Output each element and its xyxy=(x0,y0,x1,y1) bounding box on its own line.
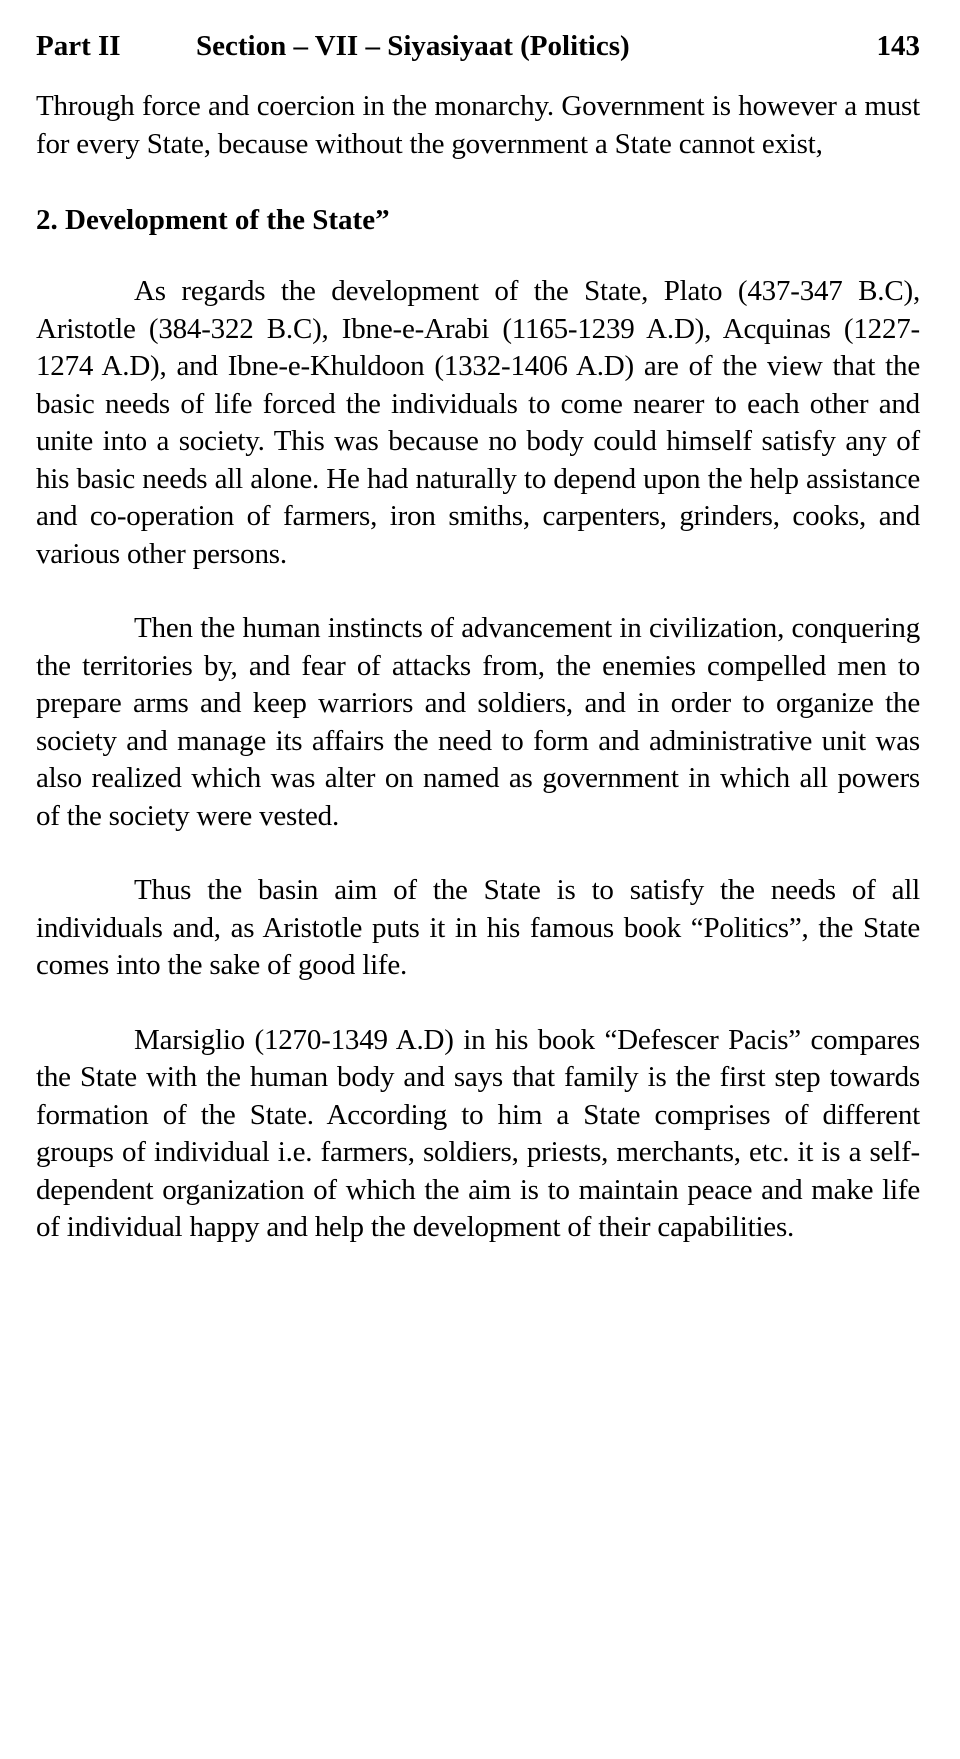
running-header xyxy=(36,26,920,66)
paragraph-marsiglio: Marsiglio (1270-1349 A.D) in his book “Defescer Pacis” compares the State with the human body and says that family is the first step towards formation of the State. According to him a State comprises of different groups of individual i.e. farmers, soldiers, priests, merchants, etc. it is a self-dependent organization of which the aim is to maintain peace and make life of individual happy and help the development of their capabilities. xyxy=(36,1023,920,1243)
paragraph-human-instincts: Then the human instincts of advancement in civilization, conquering the territories by, and fear of attacks from, the enemies compelled men to prepare arms and keep warriors and soldiers, and in order to organize the society and manage its affairs the need to form and administrative unit was also realized which was alter on named as government in which all powers of the society were vested. xyxy=(36,612,920,832)
section-title: Section – VII – Siyasiyaat (Politics) xyxy=(196,30,630,62)
section-heading: 2. Development of the State” xyxy=(36,204,390,236)
paragraph-development: As regards the development of the State, Plato (437-347 B.C), Aristotle (384-322 B.C), Ibne-e-Arabi (1165-1239 A.D), Acquinas (1227-1274 A.D), and Ibne-e-Khuldoon (1332-1406 A.D) are of the view that the basic needs of life forced the individuals to come nearer to each other and unite into a society. This was because no body could himself satisfy any of his basic needs all alone. He had naturally to depend upon the help assistance and co-operation of farmers, iron smiths, carpenters, grinders, cooks, and various other persons. xyxy=(36,275,920,570)
document-page xyxy=(36,26,920,1247)
page-number: 143 xyxy=(876,30,920,62)
paragraph-basic-aim: Thus the basin aim of the State is to satisfy the needs of all individuals and, as Aristotle puts it in his famous book “Politics”, the State comes into the sake of good life. xyxy=(36,874,920,981)
intro-paragraph: Through force and coercion in the monarchy. Government is however a must for every State, because without the government a State cannot exist, xyxy=(36,90,920,160)
part-label: Part II xyxy=(36,30,121,62)
